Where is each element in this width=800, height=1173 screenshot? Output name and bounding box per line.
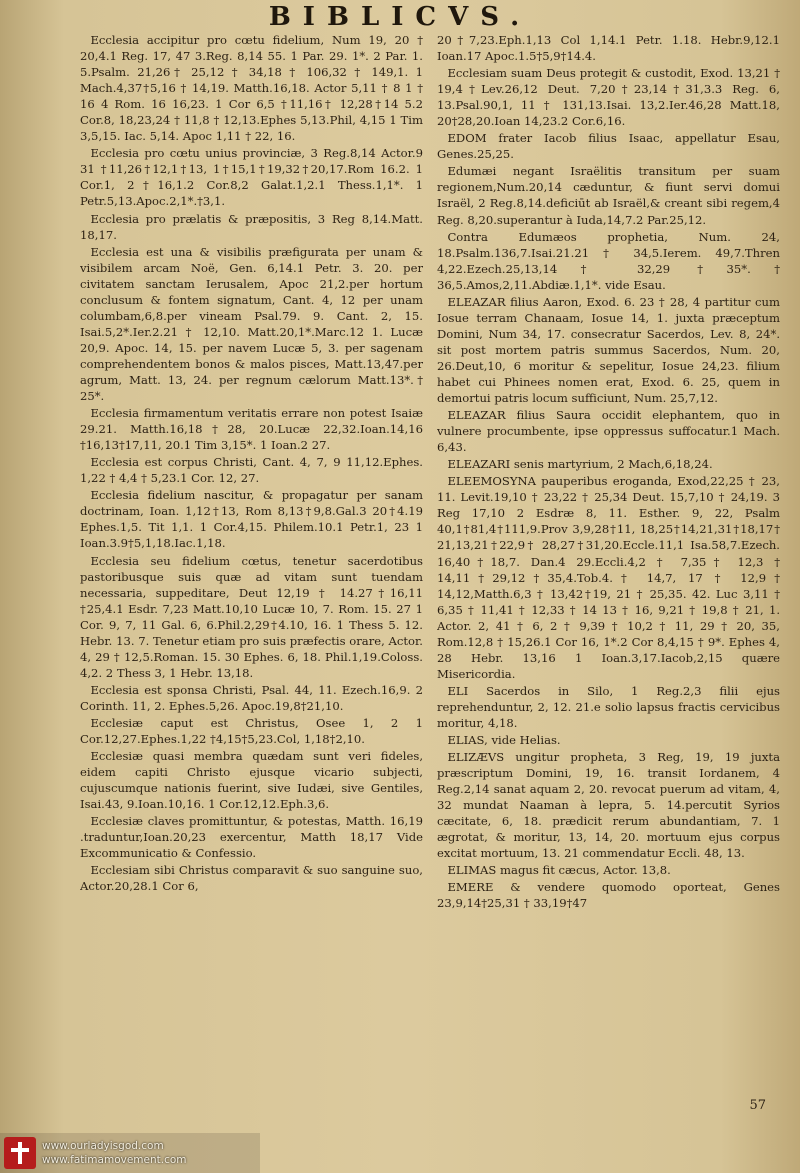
headword-entry: ELI Sacerdos in Silo, 1 Reg.2,3 filii ejus reprehenduntur, 2, 12. 21.e solio lapsus fractis cervicibus moritur, 4,18. [437, 683, 780, 730]
left-column [80, 32, 423, 1145]
headword-entry: ELEAZAR filius Aaron, Exod. 6. 23 † 28, 4 partitur cum Iosue terram Chanaam, Iosue 14, 1. juxta præceptum Domini, Num 34, 17. consecratur Sacerdos, Lev. 8, 24*. sit post mortem patris summus Sacerdos, Num. 20, 26.Deut,10, 6 moritur & sepelitur, Iosue 24,23. filium habet cui Phinees nomen erat, Exod. 6. 25, quem in demortui patris locum sufficiunt, Num. 25,7,12. [437, 294, 780, 406]
entry-paragraph: Edumæi negant Israëlitis transitum per suam regionem,Num.20,14 cæduntur, & fiunt servi domui Israël, 2 Reg.8,14.deficiūt ab Israël,& creant sibi regem,4 Reg. 8,20.superantur à Iuda,14,7.2 Par.25,12. [437, 164, 780, 227]
entry-paragraph: Ecclesia pro prælatis & præpositis, 3 Reg 8,14.Matt. 18,17. [80, 211, 423, 242]
entry-paragraph: Contra Edumæos prophetia, Num. 24, 18.Psalm.136,7.Isai.21.21 † 34,5.Ierem. 49,7.Thren 4,22.Ezech.25,13,14† 32,29 †35*.† 36,5.Amos,2,11.Abdiæ.1,1*. vide Esau. [437, 229, 780, 292]
entry-paragraph: Ecclesia est una & visibilis præfigurata per unam & visibilem arcam Noë, Gen. 6,14.1 Petr. 3. 20. per civitatem sanctam Ierusalem, Apoc 21,2.per hortum conclusum & fontem signatum, Cant. 4, 12 per unam columbam,6,8.per vineam Psal.79. 9. Cant. 2, 15. Isai.5,2*.Ier.2.21 † 12,10. Matt.20,1*.Marc.12 1. Lucæ 20,9. Apoc. 14, 15. per navem Lucæ 5, 3. per sagenam comprehendentem bonos & malos pisces, Matt.13,47.per agrum, Matt. 13, 24. per regnum cælorum Matt.13*.† 25*. [80, 244, 423, 404]
watermark-url-1: www.ourladyisgod.com [42, 1140, 164, 1152]
right-column [437, 32, 780, 1145]
headword-entry: ELIAS, vide Helias. [447, 733, 561, 748]
watermark-text [42, 1139, 187, 1167]
cross-logo-icon [4, 1137, 36, 1169]
entry-paragraph: Ecclesia firmamentum veritatis errare non potest Isaiæ 29.21. Matth.16,18†28, 20.Lucæ 22,32.Ioan.14,16 †16,13†17,11, 20.1 Tim 3,15*. 1 Ioan.2 27. [80, 406, 423, 453]
entry-paragraph: Ecclesiæ claves promittuntur, & potestas, Matth. 16,19 .traduntur,Ioan.20,23 exercentur, Matth 18,17 Vide Excommunicatio & Confessio. [80, 814, 423, 861]
headword-entry: EDOM frater Iacob filius Isaac, appellatur Esau, Genes.25,25. [437, 131, 780, 162]
headword-entry: EMERE & vendere quomodo oporteat, Genes 23,9,14†25,31 † 33,19†47 [437, 880, 780, 911]
entry-paragraph: 20†7,23.Eph.1,13 Col 1,14.1 Petr. 1.18. Hebr.9,12.1 Ioan.17 Apoc.1.5†5,9†14.4. [437, 33, 780, 64]
entry-paragraph: Ecclesia accipitur pro cœtu fidelium, Num 19, 20 † 20,4.1 Reg. 17, 47 3.Reg. 8,14 55. 1 Par. 29. 1*. 2 Par. 1. 5.Psalm. 21,26† 25,12 † 34,18 † 106,32 † 149,1. 1 Mach.4,37†5,16 † 14,19. Matth.16,18. Actor 5,11 † 8 1 † 16 4 Rom. 16 16,23. 1 Cor 6,5 †11,16† 12,28†14 5.2 Cor.8, 18,23,24 † 11,8 † 12,13.Ephes 5,13.Phil, 4,15 1 Tim 3,5,15. Iac. 5,14. Apoc 1,11 † 22, 16. [80, 33, 423, 144]
entry-paragraph: Ecclesiæ quasi membra quædam sunt veri fideles, eidem capiti Christo ejusque vicario subjecti, cujuscumque nationis fuerint, sive Iudæi, sive Gentiles, Isai.43, 9.Ioan.10,16. 1 Cor.12,12.Eph.3,6. [80, 749, 423, 812]
watermark-url-2: www.fatimamovement.com [42, 1154, 187, 1166]
entry-paragraph: Ecclesia est sponsa Christi, Psal. 44, 11. Ezech.16,9. 2 Corinth. 11, 2. Ephes.5,26. Apoc.19,8†21,10. [80, 682, 423, 713]
headword-entry: ELIMAS magus fit cæcus, Actor. 13,8. [447, 863, 671, 878]
entry-paragraph: Ecclesiam sibi Christus comparavit & suo sanguine suo, Actor.20,28.1 Cor 6, [80, 863, 423, 894]
entry-paragraph: Ecclesia seu fidelium cœtus, tenetur sacerdotibus pastoribusque suis quæ ad vitam sunt tuendam necessaria, suppeditare, Deut 12,19 † 14.27†16,11 †25,4.1 Esdr. 7,23 Matt.10,10 Lucæ 10, 7. Rom. 15. 27 1 Cor. 9, 7, 11 Gal. 6, 6.Phil.2,29†4.10, 16. 1 Thess 5. 12. Hebr. 13. 7. Tenetur etiam pro suis præfectis orare, Actor. 4, 29 † 12,5.Roman. 15. 30 Ephes. 6, 18. Phil.1,19.Coloss. 4,2. 2 Thess 3, 1 Hebr. 13,18. [80, 553, 423, 680]
headword-entry: ELIZÆVS ungitur propheta, 3 Reg, 19, 19 juxta præscriptum Domini, 19, 16. transit Iordanem, 4 Reg.2,14 sanat aquam 2, 20. revocat puerum ad vitam, 4, 32 mundat Naaman à lepra, 5. 14.percutit Syrios cæcitate, 6, 18. prædicit rerum abundantiam, 7. 1 ægrotat, & moritur, 13, 14, 20. mortuum ejus corpus excitat mortuum, 13. 21 commendatur Eccli. 48, 13. [437, 750, 780, 861]
entry-paragraph: Ecclesiam suam Deus protegit & custodit, Exod. 13,21 † 19,4†Lev.26,12 Deut. 7,20†23,14†31,3.3 Reg. 6, 13.Psal.90,1, 11 † 131,13.Isai. 13,2.Ier.46,28 Matt.18, 20†28,20.Ioan 14,23.2 Cor.6,16. [437, 66, 780, 129]
text-columns [80, 32, 780, 1145]
watermark [0, 1133, 260, 1173]
running-header: BIBLICVS. [268, 2, 532, 32]
entry-paragraph: Ecclesia pro cœtu unius provinciæ, 3 Reg.8,14 Actor.9 31 †11,26†12,1†13, 1†15,1†19,32†20,17.Rom 16.2. 1 Cor.1, 2†16,1.2 Cor.8,2 Galat.1,2.1 Thess.1,1*. 1 Petr.5,13.Apoc.2,1*.†3,1. [80, 146, 423, 209]
headword-entry: ELEAZARI senis martyrium, 2 Mach,6,18,24. [447, 457, 713, 472]
headword-entry: ELEEMOSYNA pauperibus eroganda, Exod,22,25 † 23, 11. Levit.19,10 † 23,22 † 25,34 Deut. 15,7,10 † 24,19. 3 Reg 17,10 2 Esdræ 8, 11. Esther. 9, 22, Psalm 40,1†81,4†111,9.Prov 3,9,28†11, 18,25†14,21,31†18,17† 21,13,21†22,9† 28,27†31,20.Eccle.11,1 Isa.58,7.Ezech. 16,40†18,7. Dan.4 29.Eccli.4,2 † 7,35† 12,3 † 14,11†29,12†35,4.Tob.4.† 14,7, 17 † 12,9† 14,12,Matth.6,3 † 13,42†19, 21 † 25,35. 42. Luc 3,11 † 6,35 † 11,41 † 12,33 † 14 13 † 16, 9,21 † 19,8 † 21, 1. Actor. 2, 41 † 6, 2 † 9,39 † 10,2 † 11, 29 † 20, 35, Rom.12,8 † 15,26.1 Cor 16, 1*.2 Cor 8,4,15 † 9*. Ephes 4, 28 Hebr. 13,16 1 Ioan.3,17.Iacob,2,15 quære Misericordia. [437, 474, 780, 681]
entry-paragraph: Ecclesiæ caput est Christus, Osee 1, 2 1 Cor.12,27.Ephes.1,22 †4,15†5,23.Col, 1,18†2,10. [80, 715, 423, 747]
entry-paragraph: Ecclesia fidelium nascitur, & propagatur per sanam doctrinam, Ioan. 1,12†13, Rom 8,13†9,8.Gal.3 20†4.19 Ephes.1,5. Tit 1,1. 1 Cor.4,15. Philem.10.1 Petr.1, 23 1 Ioan.3.9†5,1,18.Iac.1,18. [80, 488, 423, 551]
headword-entry: ELEAZAR filius Saura occidit elephantem, quo in vulnere procumbente, ipse oppressus suffocatur.1 Mach. 6,43. [437, 408, 780, 455]
entry-paragraph: Ecclesia est corpus Christi, Cant. 4, 7, 9 11,12.Ephes. 1,22 † 4,4 † 5,23.1 Cor. 12, 27. [80, 455, 423, 486]
page-number: 57 [749, 1098, 766, 1113]
